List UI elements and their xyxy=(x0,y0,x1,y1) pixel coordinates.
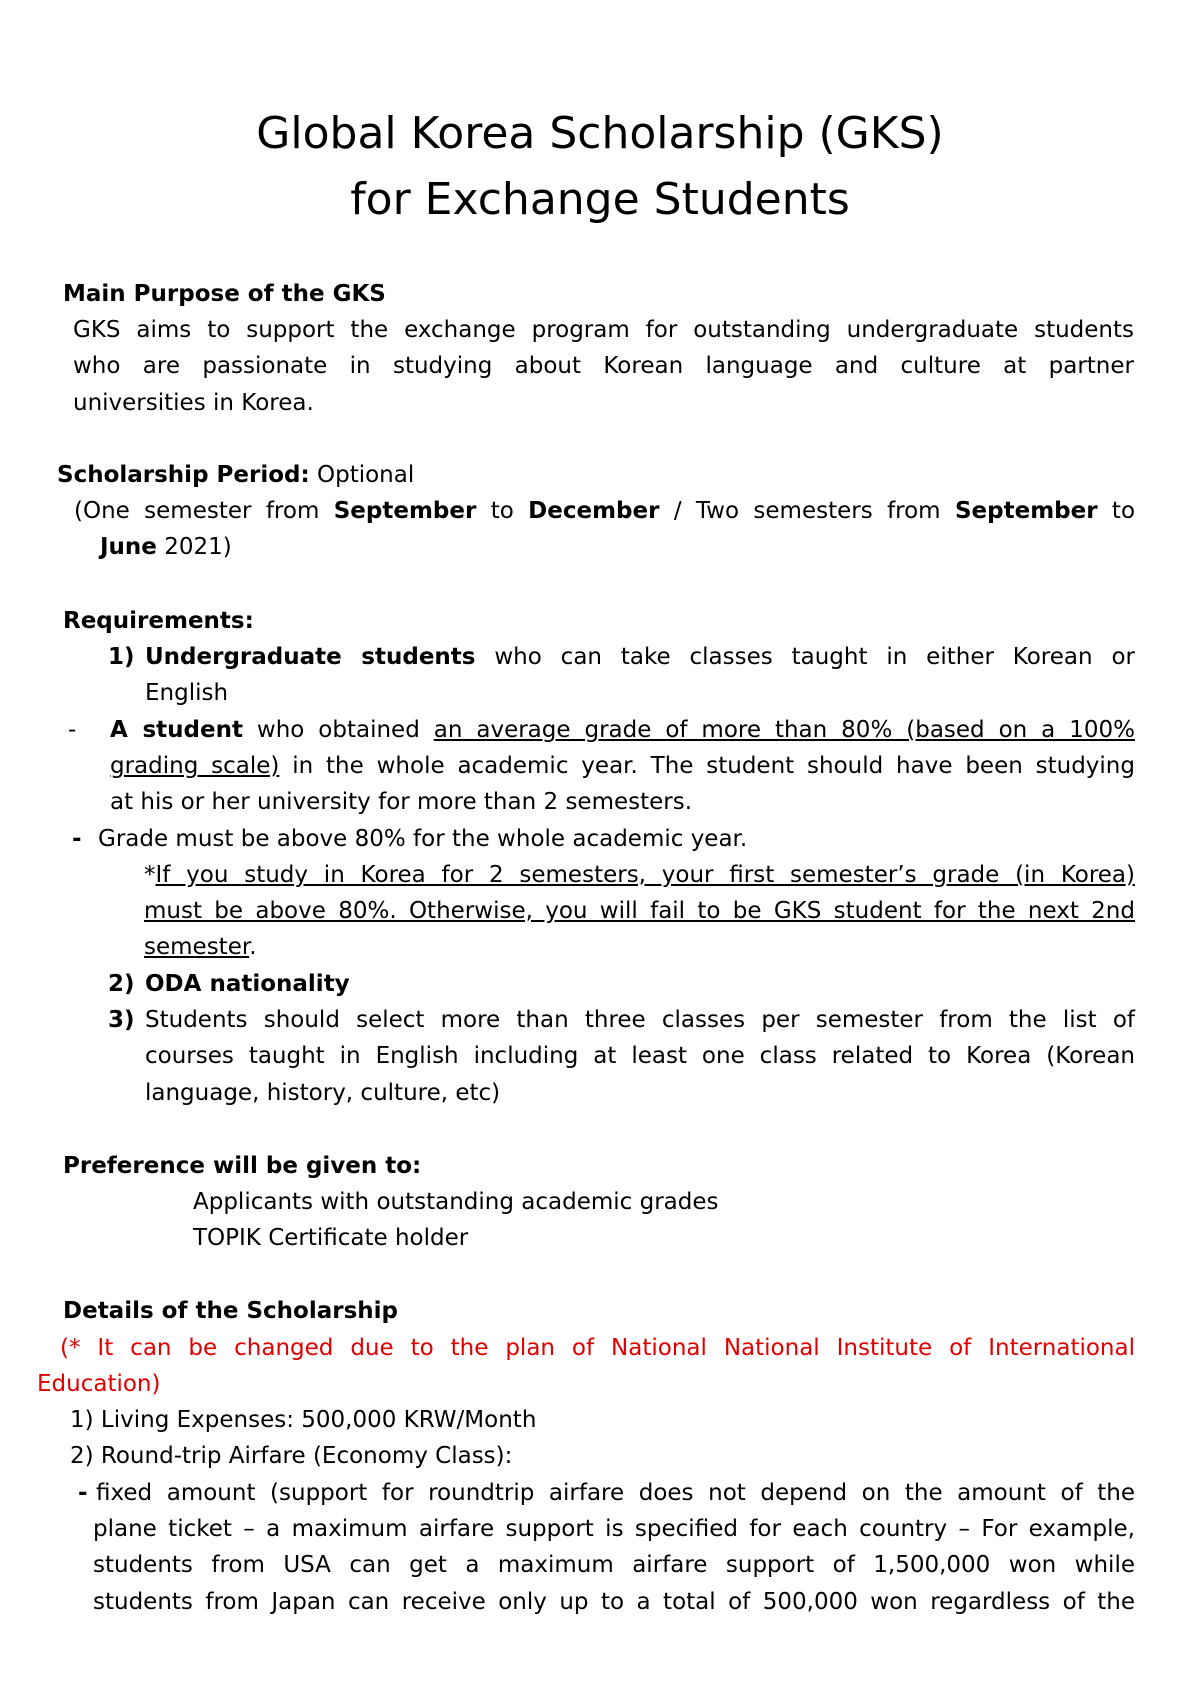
requirements-heading: Requirements: xyxy=(63,608,254,634)
requirement-3-number: 3) xyxy=(108,1007,135,1033)
details-item-airfare: 2) Round-trip Airfare (Economy Class): xyxy=(70,1443,513,1469)
sub-bullet-dash: - xyxy=(72,826,82,852)
grade-note-line-1: *If you study in Korea for 2 semesters, your first semester’s grade (in Korea) xyxy=(144,862,1135,888)
requirement-3-line-3: language, history, culture, etc) xyxy=(145,1080,501,1106)
airfare-detail-line-1: fixed amount (support for roundtrip airfare does not depend on the amount of the xyxy=(96,1480,1135,1506)
details-change-note-line-2: Education) xyxy=(37,1371,161,1397)
period-value: Optional xyxy=(317,462,415,488)
document-title-line-1: Global Korea Scholarship (GKS) xyxy=(256,108,944,159)
details-change-note-line-1: (* It can be changed due to the plan of National National Institute of International xyxy=(60,1335,1135,1361)
sub-bullet-1-line-3: at his or her university for more than 2 semesters. xyxy=(110,789,693,815)
grade-note-line-2: must be above 80%. Otherwise, you will fail to be GKS student for the next 2nd xyxy=(144,898,1135,924)
details-heading: Details of the Scholarship xyxy=(63,1298,398,1324)
details-item-living-expenses: 1) Living Expenses: 500,000 KRW/Month xyxy=(70,1407,537,1433)
period-label: Scholarship Period: xyxy=(57,462,310,488)
preference-item: TOPIK Certificate holder xyxy=(193,1225,469,1251)
purpose-heading: Main Purpose of the GKS xyxy=(63,281,386,307)
requirement-1-line-2: English xyxy=(145,680,229,706)
sub-bullet-1-line-1: A student who obtained an average grade of more than 80% (based on a 100% xyxy=(110,717,1135,743)
sub-bullet-dash: - xyxy=(78,1480,88,1506)
airfare-detail-line-4: students from Japan can receive only up to a total of 500,000 won regardless of the xyxy=(93,1589,1135,1615)
airfare-detail-line-2: plane ticket – a maximum airfare support is specified for each country – For example, xyxy=(93,1516,1135,1542)
purpose-line-2: who are passionate in studying about Korean language and culture at partner xyxy=(73,353,1134,379)
sub-bullet-dash: - xyxy=(68,717,77,743)
purpose-line-3: universities in Korea. xyxy=(73,390,314,416)
purpose-line-1: GKS aims to support the exchange program for outstanding undergraduate students xyxy=(73,317,1134,343)
preference-heading: Preference will be given to: xyxy=(63,1153,422,1179)
requirement-1-number: 1) xyxy=(108,644,135,670)
requirement-2-text: ODA nationality xyxy=(145,971,350,997)
period-row xyxy=(57,461,414,489)
grade-note-line-3: semester. xyxy=(144,934,257,960)
period-detail-line-1: (One semester from September to December / Two semesters from September to xyxy=(74,498,1136,524)
sub-bullet-1-line-2: grading scale) in the whole academic year. The student should have been studying xyxy=(110,753,1135,779)
requirement-3-line-2: courses taught in English including at least one class related to Korea (Korean xyxy=(145,1043,1135,1069)
airfare-detail-line-3: students from USA can get a maximum airfare support of 1,500,000 won while xyxy=(93,1552,1135,1578)
requirement-3-line-1: Students should select more than three classes per semester from the list of xyxy=(145,1007,1135,1033)
period-detail-line-2: June 2021) xyxy=(100,534,232,560)
sub-bullet-2-text: Grade must be above 80% for the whole academic year. xyxy=(98,826,748,852)
requirement-2-number: 2) xyxy=(108,971,135,997)
document-title-line-2: for Exchange Students xyxy=(350,174,850,225)
preference-item: Applicants with outstanding academic grades xyxy=(193,1189,719,1215)
requirement-1-line-1: Undergraduate students who can take classes taught in either Korean or xyxy=(145,644,1135,670)
